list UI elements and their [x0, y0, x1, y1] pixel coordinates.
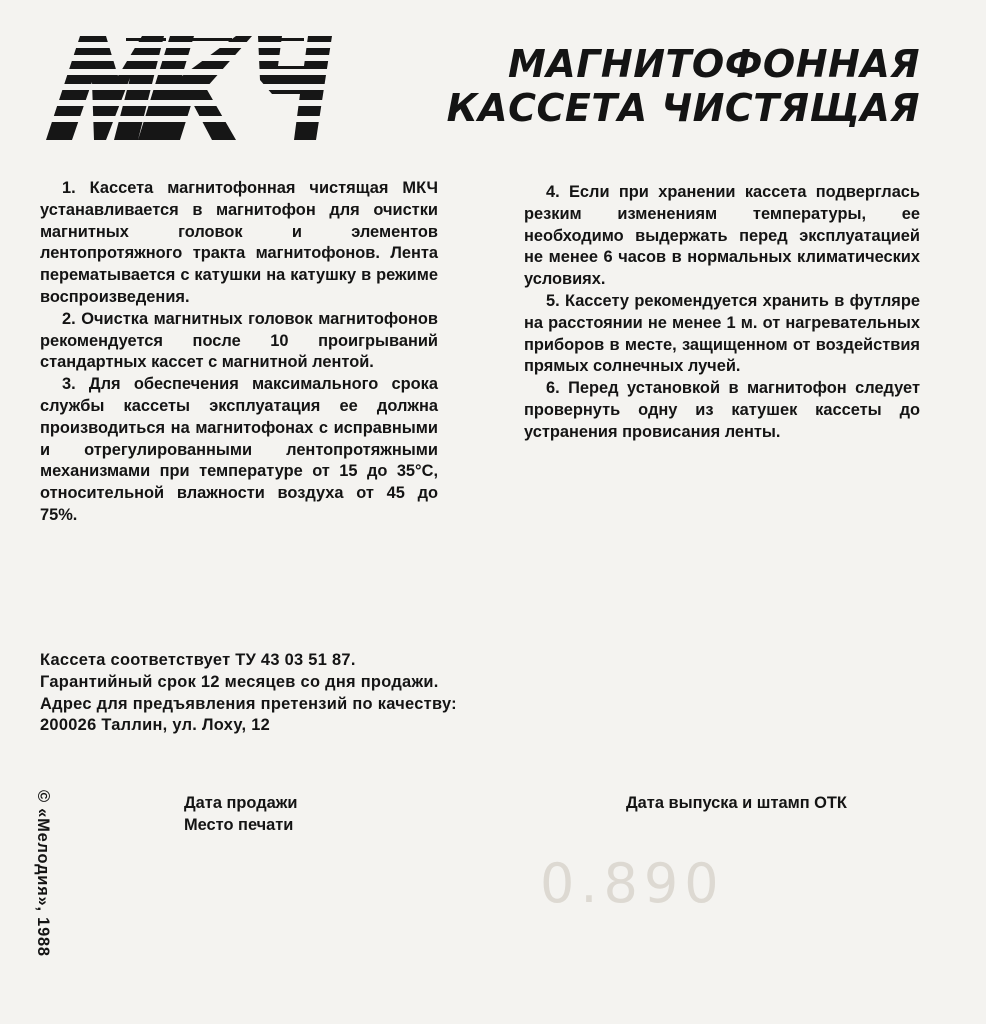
- instruction-1: 1. Кассета магнитофонная чистящая МКЧ устанавливается в магнитофон для очистки магнитных головок и элементов лентопротяжного тракта магнитофонов. Лента перематывается с катушки на катушку в режиме воспроизведения.: [40, 179, 438, 306]
- instructions-right-column: [524, 182, 920, 444]
- address-label: Адрес для предъявления претензий по качеству:: [40, 694, 457, 713]
- instruction-5: 5. Кассету рекомендуется хранить в футляре на расстоянии не менее 1 м. от нагревательных приборов в месте, защищенном от воздействия прямых солнечных лучей.: [524, 291, 920, 376]
- copyright-notice: © «Мелодия», 1988: [34, 790, 52, 957]
- handwritten-price: 0.890: [540, 852, 725, 915]
- product-title: [447, 42, 920, 130]
- instructions-left-column: [40, 178, 438, 527]
- instruction-2: 2. Очистка магнитных головок магнитофонов рекомендуется после 10 проигрываний стандартных кассет с магнитной лентой.: [40, 309, 438, 372]
- title-line-2: КАССЕТА ЧИСТЯЩАЯ: [446, 86, 920, 130]
- stamp-place-label: Место печати: [184, 815, 294, 834]
- title-line-1: МАГНИТОФОННАЯ: [507, 42, 920, 86]
- product-info: [40, 650, 457, 737]
- sale-date-label: Дата продажи: [184, 794, 298, 812]
- address-line: 200026 Таллин, ул. Лоху, 12: [40, 716, 271, 735]
- sale-block: [184, 793, 297, 837]
- standard-line: Кассета соответствует ТУ 43 03 51 87.: [40, 651, 356, 669]
- instruction-6: 6. Перед установкой в магнитофон следует провернуть одну из катушек кассеты до устранения провисания ленты.: [524, 379, 920, 441]
- issue-date-label: Дата выпуска и штамп ОТК: [626, 794, 847, 812]
- mkch-logo: [46, 36, 332, 140]
- instruction-3: 3. Для обеспечения максимального срока службы кассеты эксплуатация ее должна производиться на магнитофонах с исправными и отрегулированными лентопротяжными механизмами при температуре от 15 до 35°С, относительной влажности воздуха от 45 до 75%.: [40, 375, 438, 524]
- warranty-line: Гарантийный срок 12 месяцев со дня продажи.: [40, 672, 439, 691]
- instruction-4: 4. Если при хранении кассета подверглась резким изменениям температуры, ее необходимо выдержать перед эксплуатацией не менее 6 часов в нормальных климатических условиях.: [524, 183, 920, 289]
